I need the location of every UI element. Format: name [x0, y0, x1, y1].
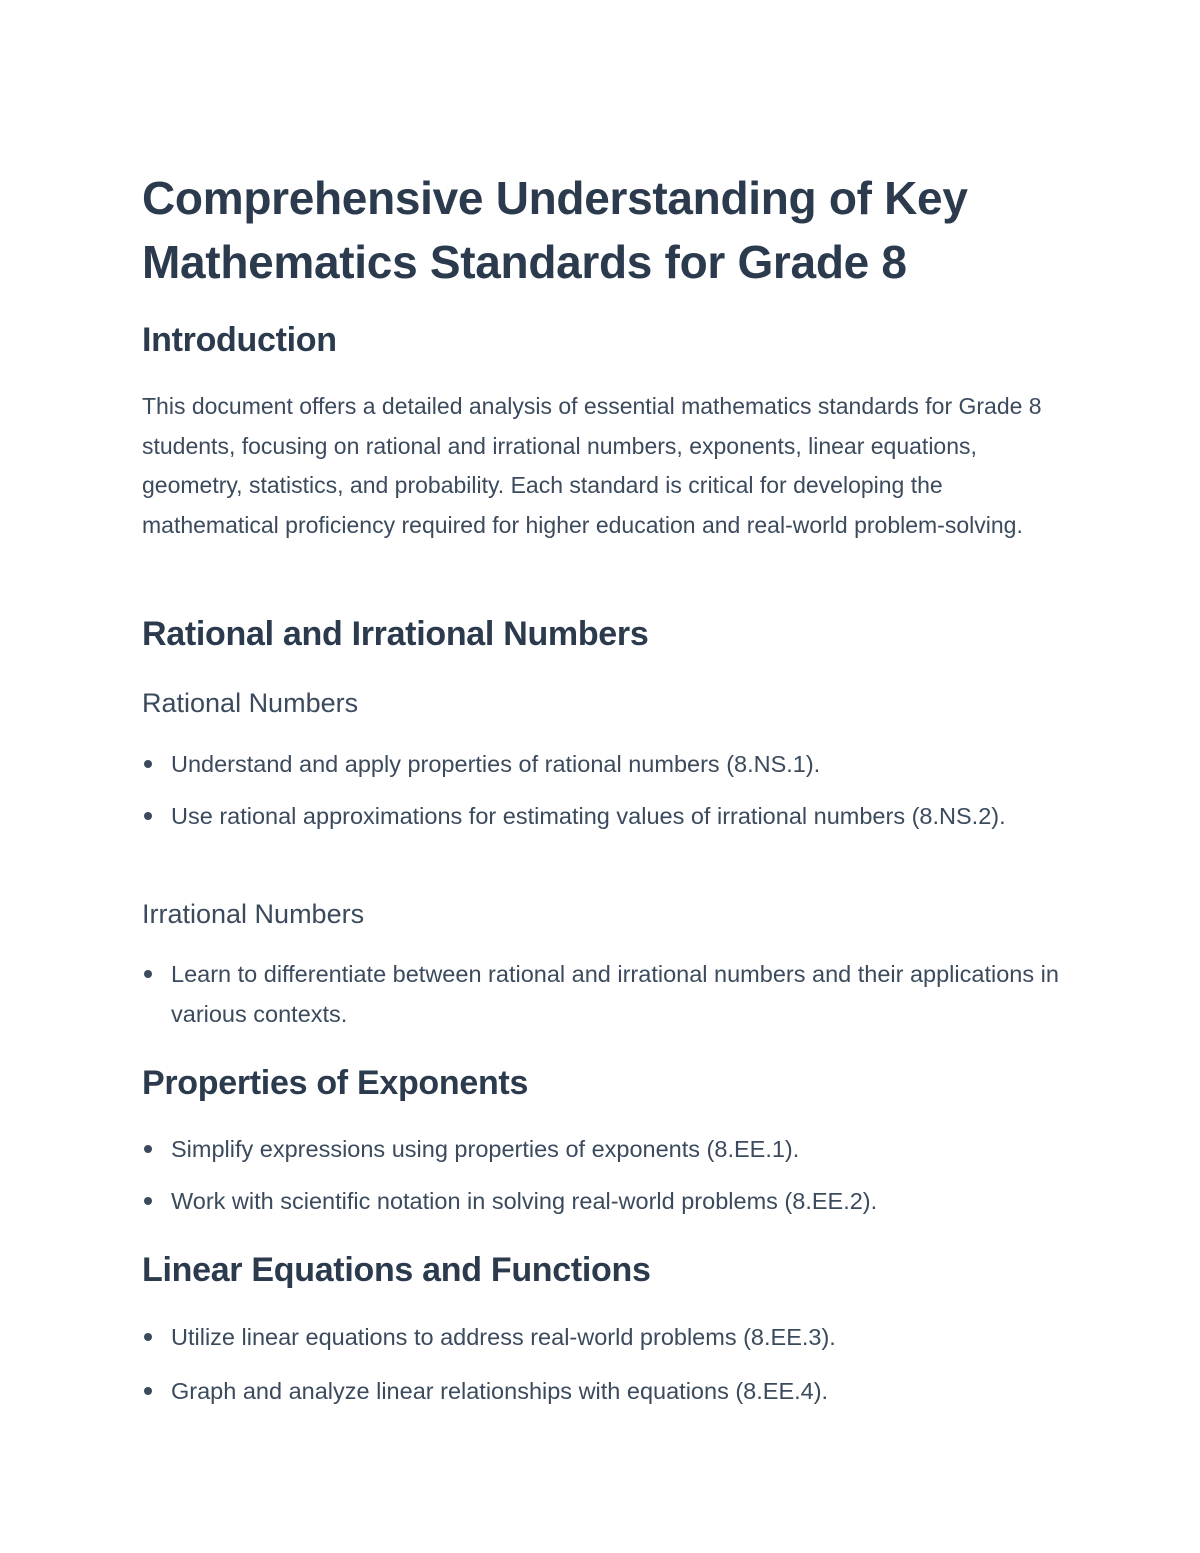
exponents-list: [142, 1129, 1062, 1221]
bullet-icon: [144, 1145, 152, 1153]
irrational-numbers-list: [142, 954, 1062, 1034]
bullet-icon: [144, 1197, 152, 1205]
bullet-icon: [144, 970, 152, 978]
list-item-text: Simplify expressions using properties of exponents (8.EE.1).: [171, 1136, 800, 1162]
list-item: [142, 954, 1062, 1034]
rational-numbers-list: [142, 744, 1062, 836]
heading-rational-irrational-numbers: Rational and Irrational Numbers: [142, 615, 649, 653]
linear-equations-list: [142, 1317, 1062, 1411]
list-item: [142, 1181, 1062, 1221]
list-item: [142, 1317, 1062, 1357]
document-title: Comprehensive Understanding of Key Mathematics Standards for Grade 8: [142, 172, 968, 288]
subheading-irrational-numbers: Irrational Numbers: [142, 899, 365, 929]
list-item-text: Graph and analyze linear relationships with equations (8.EE.4).: [171, 1378, 829, 1404]
heading-introduction: Introduction: [142, 321, 337, 359]
bullet-icon: [144, 812, 152, 820]
bullet-icon: [144, 760, 152, 768]
subheading-rational-numbers: Rational Numbers: [142, 688, 359, 718]
list-item-text: Utilize linear equations to address real-world problems (8.EE.3).: [171, 1324, 836, 1350]
introduction-paragraph: This document offers a detailed analysis of essential mathematics standards for Grade 8 students, focusing on rational and irrational numbers, exponents, linear equations, geometry, statistics, and probability. Each standard is critical for developing the mathematical proficiency required for higher education and real-world problem-solving.: [142, 393, 1042, 538]
list-item: [142, 744, 1062, 784]
heading-linear-equations-functions: Linear Equations and Functions: [142, 1251, 651, 1289]
list-item: [142, 1129, 1062, 1169]
list-item-text: Work with scientific notation in solving real-world problems (8.EE.2).: [171, 1188, 878, 1214]
list-item-text: Learn to differentiate between rational and irrational numbers and their applications in various contexts.: [171, 961, 1059, 1027]
list-item: [142, 1371, 1062, 1411]
heading-properties-of-exponents: Properties of Exponents: [142, 1064, 529, 1102]
list-item: [142, 796, 1062, 836]
bullet-icon: [144, 1333, 152, 1341]
bullet-icon: [144, 1387, 152, 1395]
list-item-text: Use rational approximations for estimating values of irrational numbers (8.NS.2).: [171, 803, 1006, 829]
list-item-text: Understand and apply properties of rational numbers (8.NS.1).: [171, 751, 821, 777]
